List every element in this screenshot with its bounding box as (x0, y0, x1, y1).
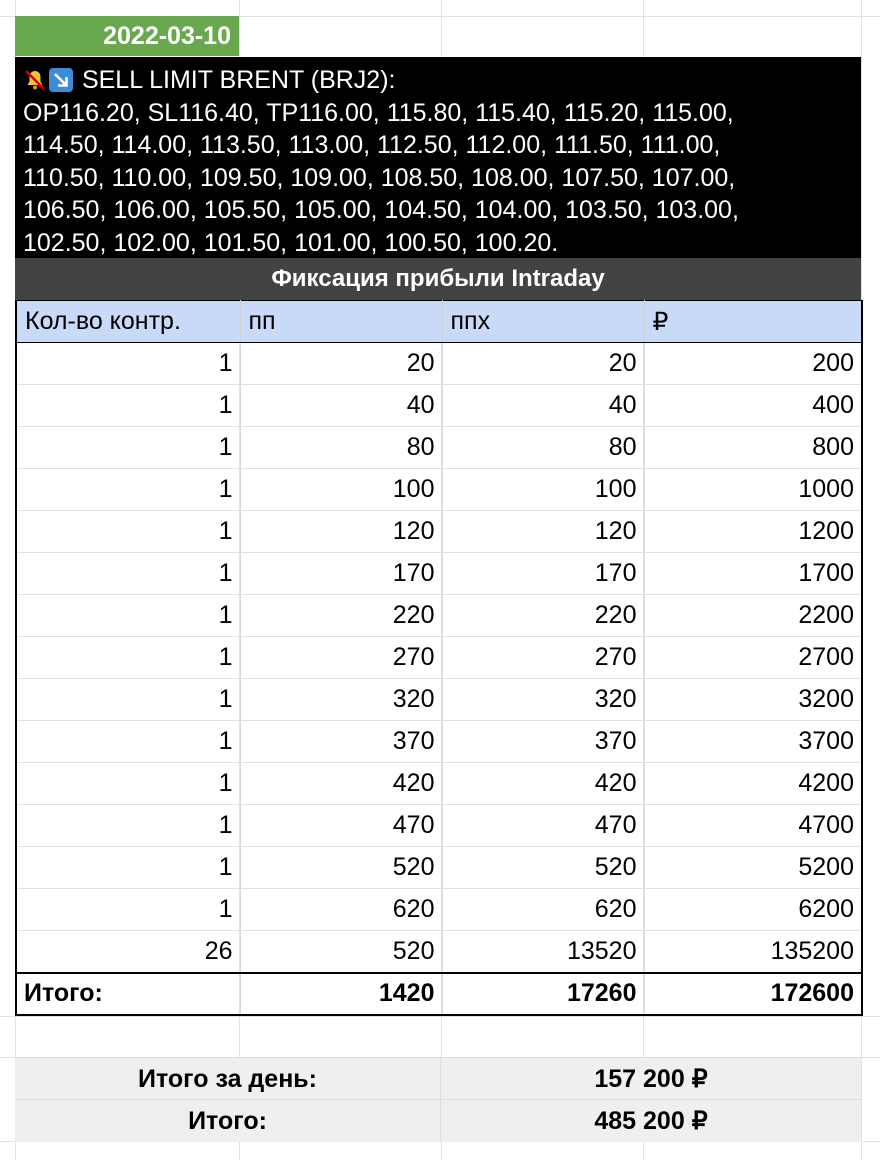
points-cell[interactable]: 520 (240, 931, 442, 973)
total-points-x[interactable]: 17260 (442, 973, 644, 1015)
total-points[interactable]: 1420 (240, 973, 442, 1015)
profit-table (15, 300, 863, 1016)
contracts-cell[interactable]: 1 (16, 847, 240, 889)
grand-total-label[interactable]: Итого: (15, 1100, 441, 1142)
signal-cell[interactable] (15, 57, 861, 258)
table-row (16, 721, 862, 763)
points-cell[interactable]: 320 (240, 679, 442, 721)
contracts-cell[interactable]: 1 (16, 763, 240, 805)
points-cell[interactable]: 20 (240, 343, 442, 385)
rubles-cell[interactable]: 3200 (644, 679, 862, 721)
points-x-cell[interactable]: 320 (442, 679, 644, 721)
grid-line (0, 1016, 880, 1017)
points-x-cell[interactable]: 520 (442, 847, 644, 889)
rubles-cell[interactable]: 135200 (644, 931, 862, 973)
points-x-cell[interactable]: 100 (442, 469, 644, 511)
section-title[interactable] (15, 258, 861, 300)
points-x-cell[interactable]: 40 (442, 385, 644, 427)
rubles-cell[interactable]: 2700 (644, 637, 862, 679)
points-x-cell[interactable]: 420 (442, 763, 644, 805)
table-row (16, 595, 862, 637)
table-row (16, 763, 862, 805)
summary-row-day (15, 1057, 861, 1100)
contracts-cell[interactable]: 26 (16, 931, 240, 973)
table-row (16, 679, 862, 721)
signal-title-line (23, 64, 853, 97)
total-row (16, 973, 862, 1015)
header-rubles[interactable]: ₽ (644, 301, 862, 343)
contracts-cell[interactable]: 1 (16, 427, 240, 469)
rubles-cell[interactable]: 1700 (644, 553, 862, 595)
table-row (16, 427, 862, 469)
rubles-cell[interactable]: 1200 (644, 511, 862, 553)
points-x-cell[interactable]: 20 (442, 343, 644, 385)
rubles-cell[interactable]: 3700 (644, 721, 862, 763)
contracts-cell[interactable]: 1 (16, 343, 240, 385)
rubles-cell[interactable]: 200 (644, 343, 862, 385)
points-x-cell[interactable]: 120 (442, 511, 644, 553)
rubles-cell[interactable]: 4200 (644, 763, 862, 805)
contracts-cell[interactable]: 1 (16, 679, 240, 721)
contracts-cell[interactable]: 1 (16, 637, 240, 679)
contracts-cell[interactable]: 1 (16, 889, 240, 931)
rubles-cell[interactable]: 4700 (644, 805, 862, 847)
day-total-value[interactable]: 157 200 ₽ (594, 1065, 708, 1093)
table-row (16, 847, 862, 889)
down-right-arrow-icon (49, 68, 73, 92)
header-points[interactable]: пп (240, 301, 442, 343)
points-cell[interactable]: 420 (240, 763, 442, 805)
points-x-cell[interactable]: 370 (442, 721, 644, 763)
table-row (16, 511, 862, 553)
points-x-cell[interactable]: 470 (442, 805, 644, 847)
rubles-cell[interactable]: 1000 (644, 469, 862, 511)
points-cell[interactable]: 80 (240, 427, 442, 469)
table-row (16, 385, 862, 427)
table-row (16, 805, 862, 847)
points-cell[interactable]: 370 (240, 721, 442, 763)
table-row (16, 931, 862, 973)
points-cell[interactable]: 620 (240, 889, 442, 931)
contracts-cell[interactable]: 1 (16, 469, 240, 511)
signal-line: 114.50, 114.00, 113.50, 113.00, 112.50, 112.00, 111.50, 111.00, (23, 131, 721, 159)
signal-title: SELL LIMIT BRENT (BRJ2): (81, 66, 396, 94)
total-label[interactable]: Итого: (16, 973, 240, 1015)
table-header-row (16, 301, 862, 343)
points-x-cell[interactable]: 620 (442, 889, 644, 931)
signal-line: 110.50, 110.00, 109.50, 109.00, 108.50, 108.00, 107.50, 107.00, (23, 163, 736, 192)
table-row (16, 889, 862, 931)
date-value: 2022-03-10 (103, 21, 231, 50)
grand-total-value[interactable]: 485 200 ₽ (594, 1107, 708, 1135)
rubles-cell[interactable]: 2200 (644, 595, 862, 637)
table-row (16, 553, 862, 595)
day-total-label[interactable]: Итого за день: (15, 1058, 441, 1100)
points-cell[interactable]: 100 (240, 469, 442, 511)
points-cell[interactable]: 470 (240, 805, 442, 847)
contracts-cell[interactable]: 1 (16, 385, 240, 427)
table-row (16, 469, 862, 511)
points-cell[interactable]: 40 (240, 385, 442, 427)
table-row (16, 637, 862, 679)
header-points-x[interactable]: ппх (442, 301, 644, 343)
signal-line: 106.50, 106.00, 105.50, 105.00, 104.50, 104.00, 103.50, 103.00, (23, 196, 739, 224)
section-title-text: Фиксация прибыли Intraday (271, 265, 605, 292)
signal-line: OP116.20, SL116.40, TP116.00, 115.80, 115.40, 115.20, 115.00, (23, 98, 734, 127)
table-row (16, 343, 862, 385)
contracts-cell[interactable]: 1 (16, 595, 240, 637)
points-cell[interactable]: 520 (240, 847, 442, 889)
rubles-cell[interactable]: 400 (644, 385, 862, 427)
points-cell[interactable]: 120 (240, 511, 442, 553)
contracts-cell[interactable]: 1 (16, 805, 240, 847)
total-rubles[interactable]: 172600 (644, 973, 862, 1015)
signal-line: 102.50, 102.00, 101.50, 101.00, 100.50, 100.20. (23, 228, 559, 257)
contracts-cell[interactable]: 1 (16, 553, 240, 595)
rubles-cell[interactable]: 6200 (644, 889, 862, 931)
points-cell[interactable]: 170 (240, 553, 442, 595)
summary-row-total (15, 1099, 861, 1142)
rubles-cell[interactable]: 5200 (644, 847, 862, 889)
date-cell[interactable] (15, 16, 239, 56)
points-x-cell[interactable]: 220 (442, 595, 644, 637)
points-x-cell[interactable]: 13520 (442, 931, 644, 973)
points-cell[interactable]: 270 (240, 637, 442, 679)
points-x-cell[interactable]: 170 (442, 553, 644, 595)
rubles-cell[interactable]: 800 (644, 427, 862, 469)
contracts-cell[interactable]: 1 (16, 511, 240, 553)
header-contracts[interactable]: Кол-во контр. (16, 301, 240, 343)
bell-slash-icon (23, 68, 47, 92)
points-cell[interactable]: 220 (240, 595, 442, 637)
points-x-cell[interactable]: 80 (442, 427, 644, 469)
points-x-cell[interactable]: 270 (442, 637, 644, 679)
contracts-cell[interactable]: 1 (16, 721, 240, 763)
